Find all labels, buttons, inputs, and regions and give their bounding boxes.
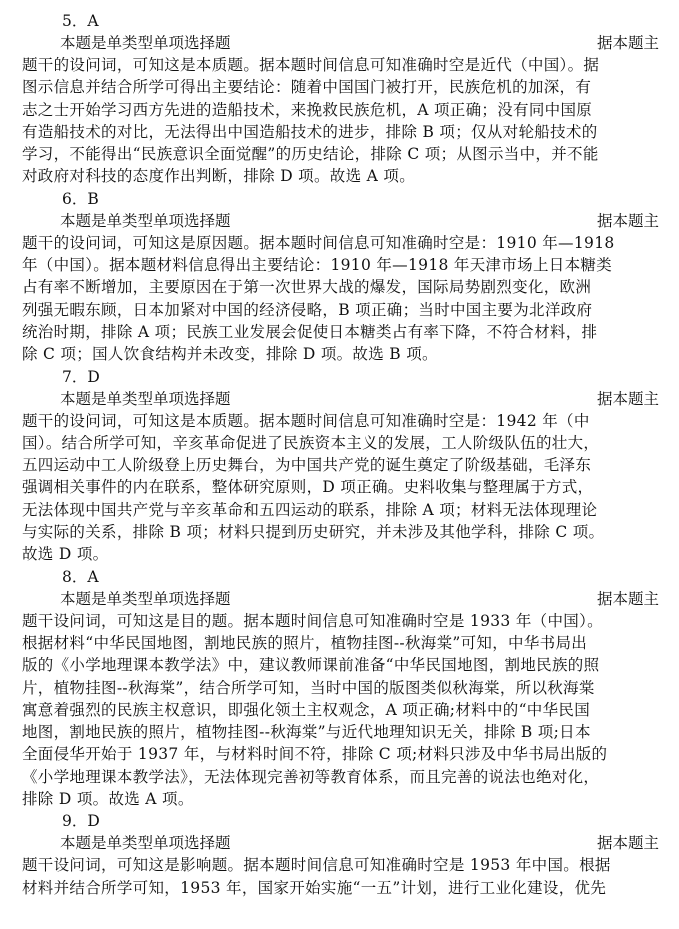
explanation-line: 有造船技术的对比，无法得出中国造船技术的进步，排除 B 项；仅从对轮船技术的 xyxy=(22,122,598,141)
explanation-lead: 据本题主 xyxy=(596,34,659,52)
question-type-line xyxy=(22,588,659,610)
explanation-line: 国）。结合所学可知，辛亥革命促进了民族资本主义的发展，工人阶级队伍的壮大， xyxy=(22,433,600,452)
explanation-line: 统治时期，排除 A 项；民族工业发展会促使日本糖类占有率下降，不符合材料，排 xyxy=(22,322,598,341)
explanation-line: 寓意着强烈的民族主权意识，即强化领土主权观念，A 项正确;材料中的“中华民国 xyxy=(22,700,591,719)
answer-item xyxy=(22,366,659,566)
question-type-line xyxy=(22,210,659,232)
explanation-lead: 据本题主 xyxy=(596,589,659,608)
explanation-lead: 据本题主 xyxy=(596,834,659,853)
explanation-line: 与实际的关系，排除 B 项；材料只提到历史研究，并未涉及其他学科，排除 C 项。 xyxy=(22,523,605,542)
explanation-line: 题干的设问词，可知这是本质题。据本题时间信息可知准确时空是：1942 年（中 xyxy=(22,411,590,430)
explanation-line: 片，植物挂图--秋海棠”，结合所学可知，当时中国的版图类似秋海棠，所以秋海棠 xyxy=(22,678,595,697)
explanation-line: 无法体现中国共产党与辛亥革命和五四运动的联系，排除 A 项；材料无法体现理论 xyxy=(22,500,598,519)
explanation-line: 全面侵华开始于 1937 年，与材料时间不符，排除 C 项;材料只涉及中华书局出版的 xyxy=(22,745,608,764)
answer-item xyxy=(22,10,659,188)
explanation-line: 强调相关事件的内在联系，整体研究原则，D 项正确。史料收集与整理属于方式， xyxy=(22,478,594,497)
answer-number: 7．D xyxy=(62,367,100,386)
question-type-label: 本题是单类型单项选择题 xyxy=(60,589,231,608)
answer-item xyxy=(22,810,659,899)
answer-number: 8．A xyxy=(62,567,99,586)
explanation-line: 列强无暇东顾，日本加紧对中国的经济侵略，B 项正确；当时中国主要为北洋政府 xyxy=(22,300,593,319)
question-type-line xyxy=(22,388,659,410)
answer-number: 5．A xyxy=(62,12,99,30)
explanation-line: 年（中国）。据本题材料信息得出主要结论：1910 年—1918 年天津市场上日本糖类 xyxy=(22,256,613,275)
explanation-line: 故选 D 项。 xyxy=(22,545,109,564)
question-type-label: 本题是单类型单项选择题 xyxy=(60,389,231,408)
explanation-line: 题干的设问词，可知这是本质题。据本题时间信息可知准确时空是近代（中国）。据 xyxy=(22,56,600,74)
explanation-line: 学习，不能得出“民族意识全面觉醒”的历史结论，排除 C 项；从图示当中，并不能 xyxy=(22,145,599,164)
explanation-line: 地图，割地民族的照片，植物挂图--秋海棠”与近代地理知识无关，排除 B 项;日本 xyxy=(22,723,591,742)
answer-item xyxy=(22,566,659,811)
explanation-line: 图示信息并结合所学可得出主要结论：随着中国国门被打开，民族危机的加深，有 xyxy=(22,78,592,97)
answer-number: 9．D xyxy=(62,812,100,831)
explanation-line: 题干设问词，可知这是影响题。据本题时间信息可知准确时空是 1953 年中国。根据 xyxy=(22,856,611,875)
answer-item xyxy=(22,188,659,366)
explanation-line: 版的《小学地理课本教学法》中，建议教师课前准备“中华民国地图，割地民族的照 xyxy=(22,656,600,675)
explanation-lead: 据本题主 xyxy=(596,389,659,408)
question-type-label: 本题是单类型单项选择题 xyxy=(60,834,231,853)
question-type-label: 本题是单类型单项选择题 xyxy=(60,211,231,230)
question-type-label: 本题是单类型单项选择题 xyxy=(60,34,231,52)
explanation-line: 五四运动中工人阶级登上历史舞台，为中国共产党的诞生奠定了阶级基础，毛泽东 xyxy=(22,456,592,475)
explanation-line: 根据材料“中华民国地图，割地民族的照片，植物挂图--秋海棠”可知，中华书局出 xyxy=(22,633,588,652)
explanation-line: 题干设问词，可知这是目的题。据本题时间信息可知准确时空是 1933 年（中国）。 xyxy=(22,611,603,630)
explanation-line: 除 C 项；国人饮食结构并未改变，排除 D 项。故选 B 项。 xyxy=(22,345,438,364)
explanation-lead: 据本题主 xyxy=(596,211,659,230)
explanation-line: 材料并结合所学可知，1953 年，国家开始实施“一五”计划，进行工业化建设，优先 xyxy=(22,878,607,897)
explanation-line: 志之士开始学习西方先进的造船技术，来挽救民族危机，A 项正确；没有同中国原 xyxy=(22,100,593,119)
explanation-line: 《小学地理课本教学法》，无法体现完善初等教育体系，而且完善的说法也绝对化， xyxy=(22,767,600,786)
explanation-line: 排除 D 项。故选 A 项。 xyxy=(22,790,194,809)
explanation-line: 对政府对科技的态度作出判断，排除 D 项。故选 A 项。 xyxy=(22,167,416,186)
explanation-line: 占有率不断增加，主要原因在于第一次世界大战的爆发，国际局势剧烈变化，欧洲 xyxy=(22,278,592,297)
answer-number: 6．B xyxy=(62,189,99,208)
question-type-line xyxy=(22,32,659,54)
question-type-line xyxy=(22,832,659,854)
explanation-line: 题干的设问词，可知这是原因题。据本题时间信息可知准确时空是：1910 年—1918 xyxy=(22,233,615,252)
